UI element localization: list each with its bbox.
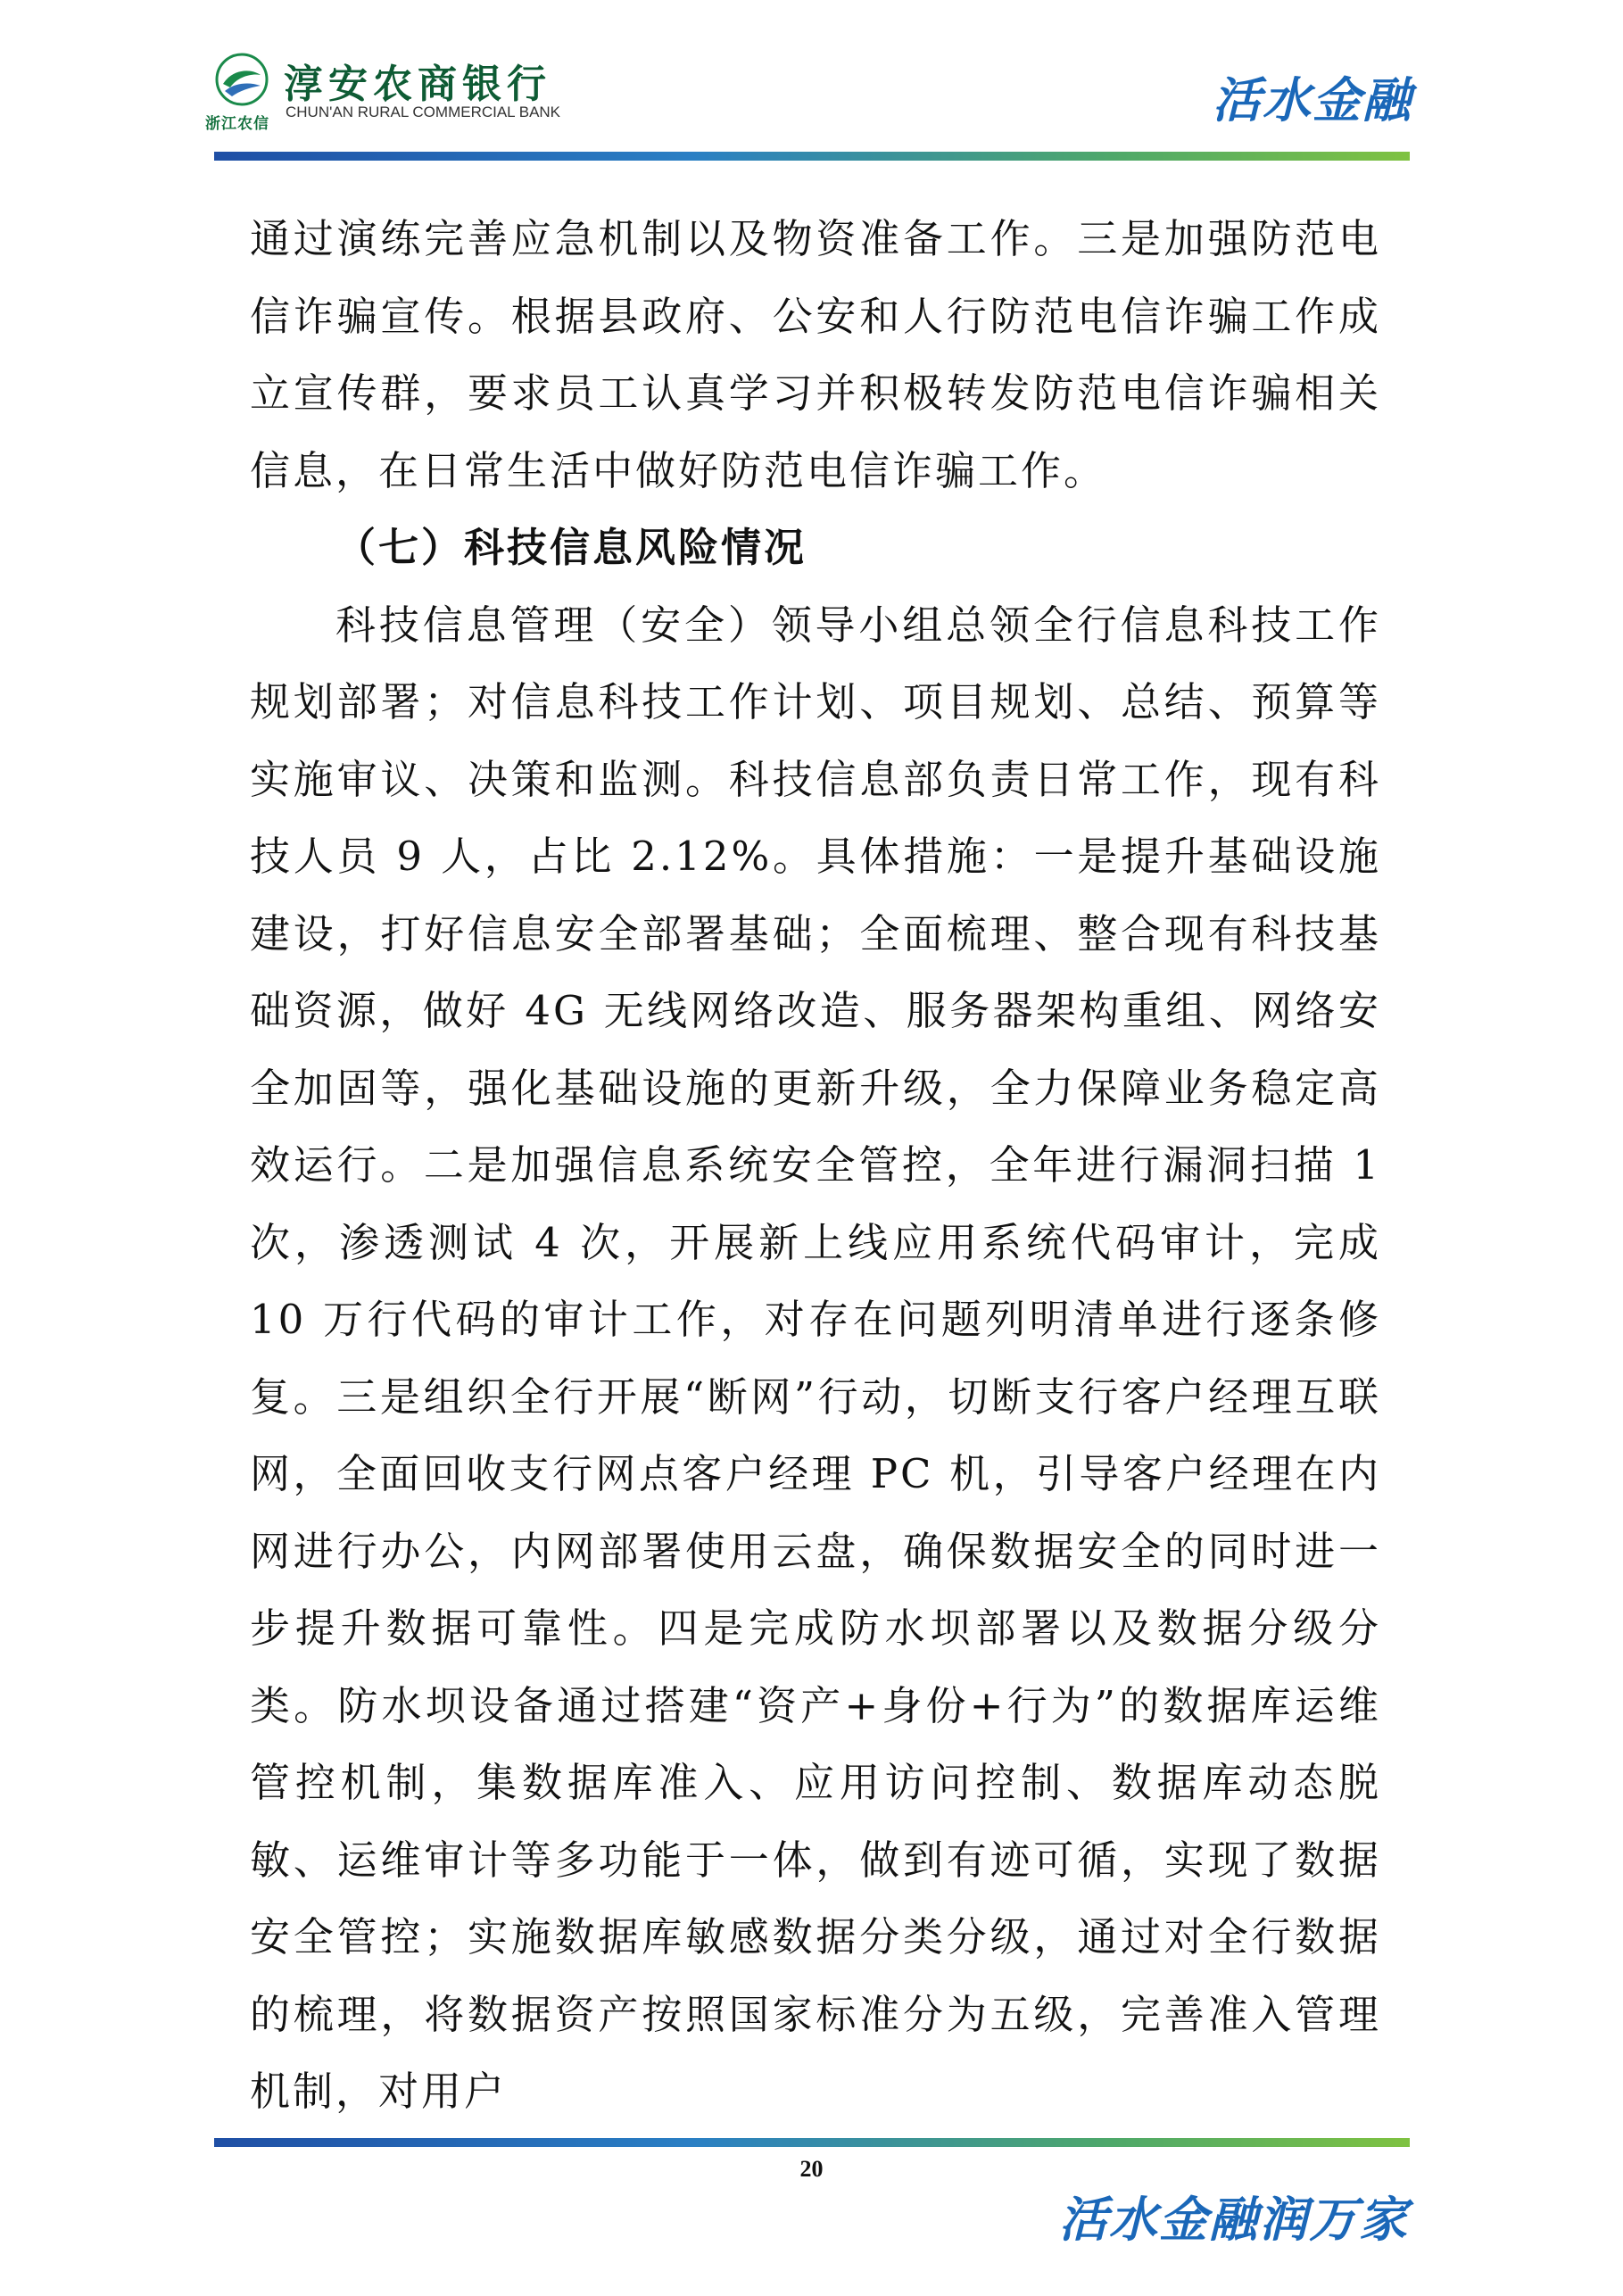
footer-divider bbox=[214, 2138, 1410, 2147]
header-slogan: 活水金融 bbox=[1213, 71, 1412, 128]
paragraph-continued: 通过演练完善应急机制以及物资准备工作。三是加强防范电信诈骗宣传。根据县政府、公安和人行防范电信诈骗工作成立宣传群，要求员工认真学习并积极转发防范电信诈骗相关信息，在日常生活中做好防范电信诈骗工作。 bbox=[250, 215, 1381, 494]
section-heading: （七）科技信息风险情况 bbox=[335, 524, 807, 571]
bank-name-chinese: 淳安农商银行 bbox=[284, 62, 551, 107]
bank-name-english: CHUN'AN RURAL COMMERCIAL BANK bbox=[286, 104, 561, 120]
footer-slogan: 活水金融润万家 bbox=[1059, 2191, 1409, 2248]
logo-subtitle: 浙江农信 bbox=[205, 115, 269, 133]
header-divider bbox=[214, 152, 1410, 161]
page-number: 20 bbox=[799, 2156, 824, 2182]
page-header bbox=[0, 0, 1623, 170]
zhejiang-rural-credit-logo-icon bbox=[214, 52, 269, 107]
document-body bbox=[250, 201, 1381, 2131]
paragraph-tech-risk: 科技信息管理（安全）领导小组总领全行信息科技工作规划部署；对信息科技工作计划、项目规划、总结、预算等实施审议、决策和监测。科技信息部负责日常工作，现有科技人员 9 人，占比 2.12%。具体措施：一是提升基础设施建设，打好信息安全部署基础；全面梳理、整合现有科技基础资源，做好 4G 无线网络改造、服务器架构重组、网络安全加固等，强化基础设施的更新升级，全力保障业务稳定高效运行。二是加强信息系统安全管控，全年进行漏洞扫描 1 次，渗透测试 4 次，开展新上线应用系统代码审计，完成 10 万行代码的审计工作，对存在问题列明清单进行逐条修复。三是组织全行开展“断网”行动，切断支行客户经理互联网，全面回收支行网点客户经理 PC 机，引导客户经理在内网进行办公，内网部署使用云盘，确保数据安全的同时进一步提升数据可靠性。四是完成防水坝部署以及数据分级分类。防水坝设备通过搭建“资产+身份+行为”的数据库运维管控机制，集数据库准入、应用访问控制、数据库动态脱敏、运维审计等多功能于一体，做到有迹可循，实现了数据安全管控；实施数据库敏感数据分类分级，通过对全行数据的梳理，将数据资产按照国家标准分为五级，完善准入管理机制，对用户 bbox=[250, 601, 1381, 2115]
